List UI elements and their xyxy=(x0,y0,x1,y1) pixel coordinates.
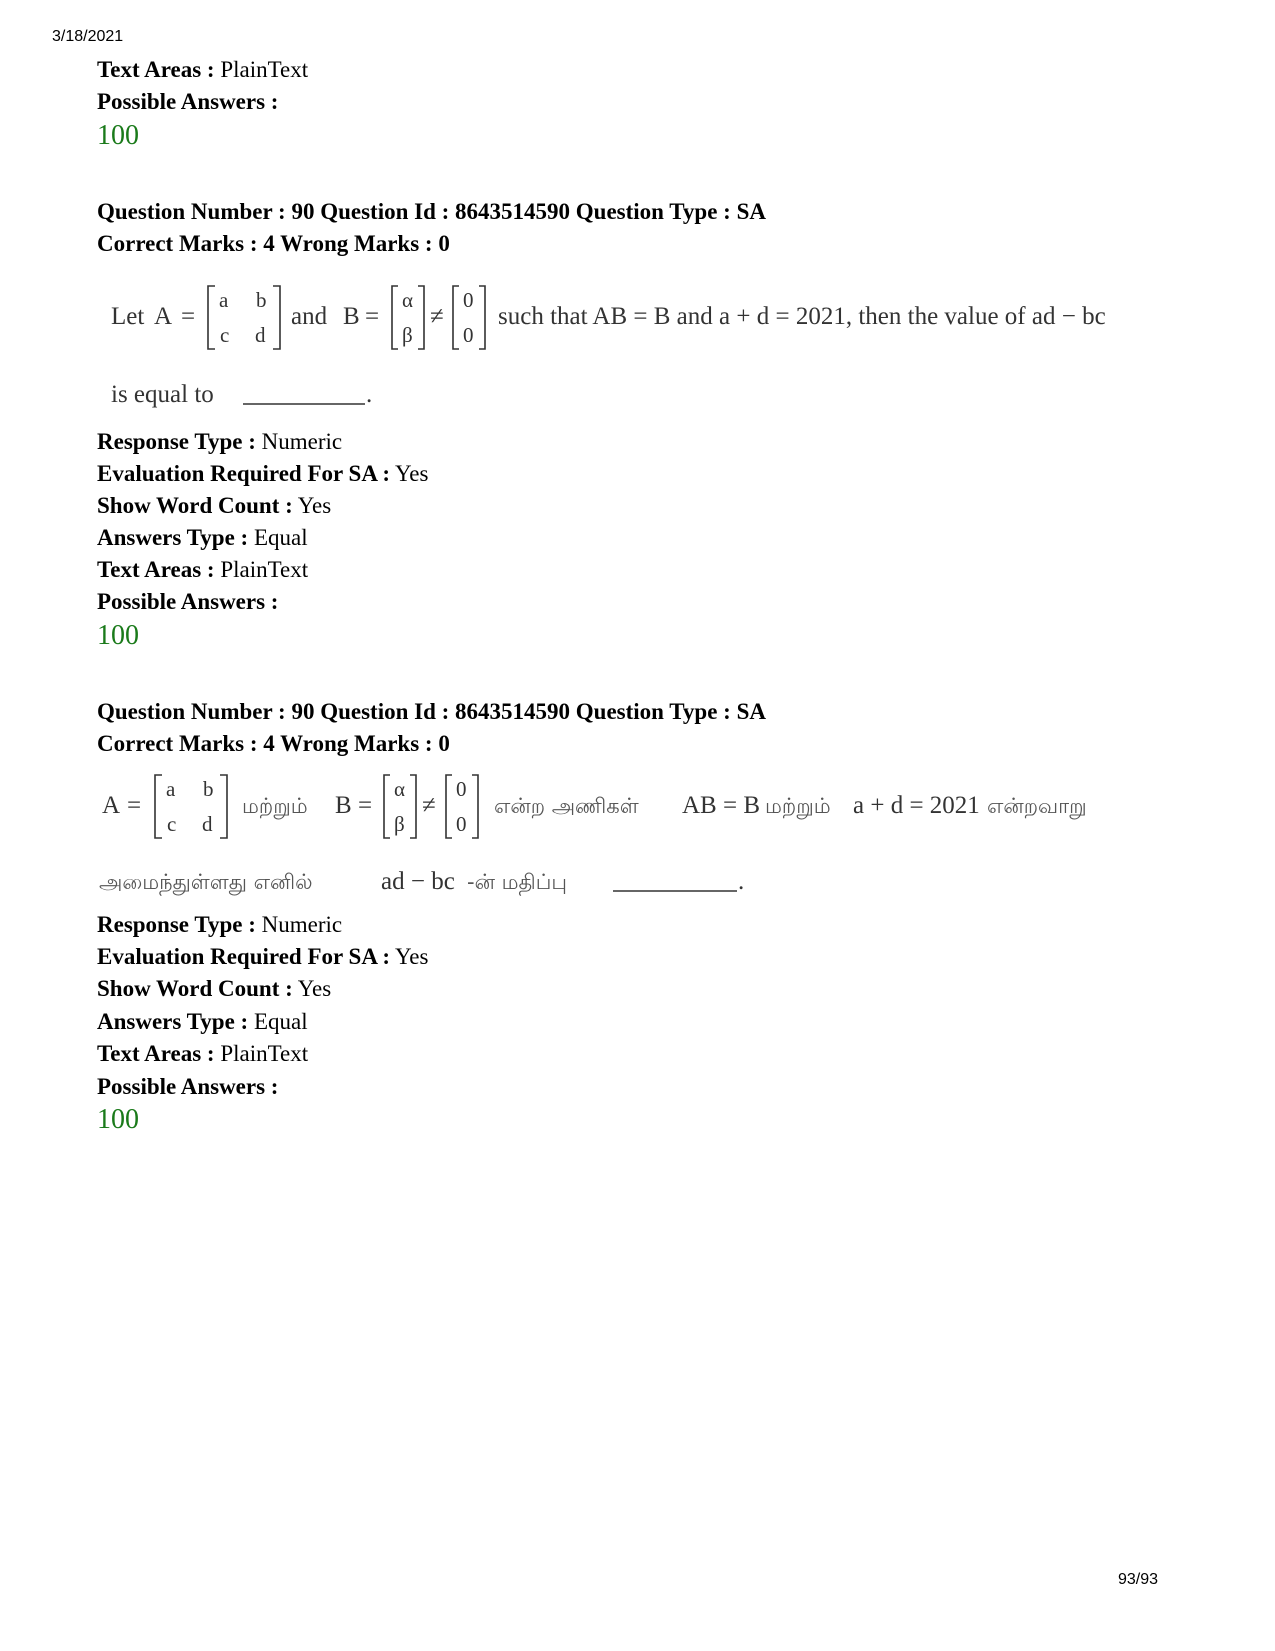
field-value: Equal xyxy=(253,1009,308,1034)
possible-answers-label: Possible Answers : xyxy=(97,89,279,114)
field-value: Yes xyxy=(395,944,429,969)
possible-answer-value: 100 xyxy=(97,1104,139,1135)
q-ab-eq-b: AB = B xyxy=(682,792,761,819)
v-beta: β xyxy=(402,323,413,347)
field-row xyxy=(97,460,428,488)
field-label: Answers Type : xyxy=(97,1009,249,1034)
field-label: Response Type : xyxy=(97,912,256,937)
zero-bracket-left xyxy=(453,286,459,349)
m-a: a xyxy=(219,288,229,312)
question-marks: Correct Marks : 4 Wrong Marks : 0 xyxy=(97,231,450,256)
matrix-bracket-right xyxy=(273,286,280,349)
possible-answer-value: 100 xyxy=(97,620,139,651)
field-value: Numeric xyxy=(261,912,343,937)
field-row xyxy=(97,911,342,939)
page-number: 93/93 xyxy=(1118,1571,1159,1588)
field-label: Evaluation Required For SA : xyxy=(97,944,391,969)
q-let: Let xyxy=(111,303,145,330)
m-c: c xyxy=(220,323,230,347)
q-dot: . xyxy=(366,381,373,408)
field-row xyxy=(97,975,331,1003)
field-label: Show Word Count : xyxy=(97,976,293,1001)
q-a-plus-d: a + d = 2021 xyxy=(853,792,980,819)
v-alpha: α xyxy=(394,777,406,801)
field-label: Show Word Count : xyxy=(97,493,293,518)
field-label: Text Areas : xyxy=(97,1041,215,1066)
possible-answer-value: 100 xyxy=(97,120,139,151)
field-row xyxy=(97,524,308,552)
field-value: PlainText xyxy=(220,57,309,82)
m-b: b xyxy=(203,777,214,801)
question-text-image xyxy=(97,770,1137,900)
z-top: 0 xyxy=(463,288,474,312)
text-areas-row xyxy=(97,56,308,84)
zero-bracket-left xyxy=(446,775,452,838)
q-and2-tamil: மற்றும் xyxy=(765,794,831,818)
m-c: c xyxy=(167,812,177,836)
q-such-that-tamil: என்றவாறு xyxy=(987,794,1087,818)
vector-bracket-left xyxy=(392,286,398,349)
q-and: and xyxy=(291,303,328,330)
v-beta: β xyxy=(394,812,405,836)
field-label: Evaluation Required For SA : xyxy=(97,461,391,486)
q-matrix-b-name: B xyxy=(335,792,352,819)
q-equals: = xyxy=(365,303,380,330)
q-ad-minus-bc: ad − bc xyxy=(381,868,455,895)
z-bottom: 0 xyxy=(456,812,467,836)
field-label: Text Areas : xyxy=(97,57,215,82)
field-row xyxy=(97,428,342,456)
field-row xyxy=(97,556,308,584)
q-and-tamil: மற்றும் xyxy=(242,794,308,818)
question-text-image xyxy=(97,278,1137,414)
possible-answers-label: Possible Answers : xyxy=(97,589,279,614)
field-label: Answers Type : xyxy=(97,525,249,550)
q-condition-text: such that AB = B and a + d = 2021, then the value of ad − bc xyxy=(498,303,1106,330)
question-formula-ta xyxy=(97,770,1137,900)
vector-bracket-right xyxy=(418,286,424,349)
field-row xyxy=(97,943,428,971)
field-row xyxy=(97,1008,308,1036)
vector-bracket-left xyxy=(384,775,390,838)
field-value: Yes xyxy=(395,461,429,486)
q-line2: is equal to xyxy=(111,381,214,408)
q-not-equal: ≠ xyxy=(422,792,436,819)
field-row xyxy=(97,1040,308,1068)
field-row xyxy=(97,492,331,520)
z-top: 0 xyxy=(456,777,467,801)
q-matrices-tamil: என்ற அணிகள் xyxy=(494,794,639,818)
zero-bracket-right xyxy=(472,775,478,838)
q-matrix-b-name: B xyxy=(343,303,360,330)
print-date: 3/18/2021 xyxy=(52,28,124,45)
possible-answers-label: Possible Answers : xyxy=(97,1074,279,1099)
question-header: Question Number : 90 Question Id : 8643514590 Question Type : SA xyxy=(97,199,766,224)
v-alpha: α xyxy=(402,288,414,312)
question-marks: Correct Marks : 4 Wrong Marks : 0 xyxy=(97,731,450,756)
question-formula-en xyxy=(97,278,1137,414)
q-dot: . xyxy=(738,868,745,895)
zero-bracket-right xyxy=(479,286,485,349)
field-value: Equal xyxy=(253,525,308,550)
matrix-bracket-right xyxy=(220,775,227,838)
z-bottom: 0 xyxy=(463,323,474,347)
q-value-of-tamil: -ன் மதிப்பு xyxy=(467,870,567,894)
field-value: Yes xyxy=(297,976,332,1001)
question-header: Question Number : 90 Question Id : 8643514590 Question Type : SA xyxy=(97,699,766,724)
field-label: Text Areas : xyxy=(97,557,215,582)
field-value: PlainText xyxy=(220,1041,309,1066)
m-d: d xyxy=(202,812,213,836)
matrix-bracket-left xyxy=(208,286,215,349)
field-value: Numeric xyxy=(261,429,343,454)
q-not-equal: ≠ xyxy=(430,303,444,330)
m-d: d xyxy=(255,323,266,347)
vector-bracket-right xyxy=(410,775,416,838)
q-matrix-a-name: A xyxy=(102,792,121,819)
m-a: a xyxy=(166,777,176,801)
field-value: PlainText xyxy=(220,557,309,582)
q-equals: = xyxy=(358,792,373,819)
q-equals: = xyxy=(181,303,196,330)
field-label: Response Type : xyxy=(97,429,256,454)
q-line2-tamil: அமைந்துள்ளது எனில் xyxy=(99,870,313,894)
q-equals: = xyxy=(127,792,142,819)
q-matrix-a-name: A xyxy=(154,303,173,330)
m-b: b xyxy=(256,288,267,312)
field-value: Yes xyxy=(297,493,332,518)
matrix-bracket-left xyxy=(155,775,162,838)
